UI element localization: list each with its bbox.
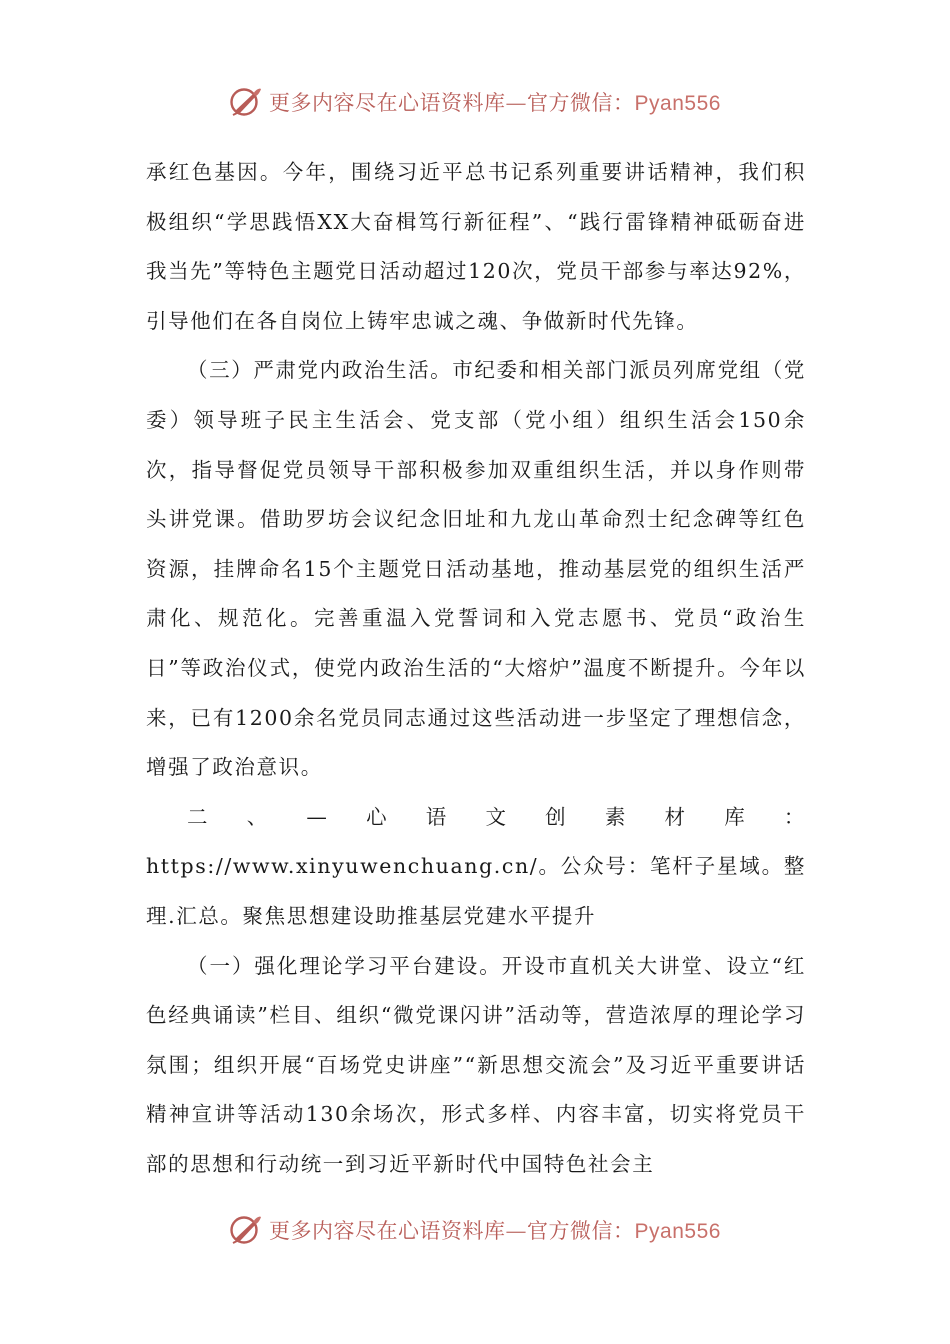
header-banner	[0, 80, 950, 124]
paragraph-section-3: （三）严肃党内政治生活。市纪委和相关部门派员列席党组（党委）领导班子民主生活会、党支部（党小组）组织生活会150余次，指导督促党员领导干部积极参加双重组织生活，并以身作则带头讲党课。借助罗坊会议纪念旧址和九龙山革命烈士纪念碑等红色资源，挂牌命名15个主题党日活动基地，推动基层党的组织生活严肃化、规范化。完善重温入党誓词和入党志愿书、党员“政治生日”等政治仪式，使党内政治生活的“大熔炉”温度不断提升。今年以来，已有1200余名党员同志通过这些活动进一步坚定了理想信念，增强了政治意识。	[146, 358, 806, 780]
quill-seal-icon	[229, 85, 263, 119]
paragraph-continuation: 承红色基因。今年，围绕习近平总书记系列重要讲话精神，我们积极组织“学思践悟XX大奋楫笃行新征程”、“践行雷锋精神砥砺奋进我当先”等特色主题党日活动超过120次，党员干部参与率达92%，引导他们在各自岗位上铸牢忠诚之魂、争做新时代先锋。	[146, 160, 806, 333]
banner-text: 更多内容尽在心语资料库—官方微信：Pyan556	[269, 91, 721, 115]
paragraph-section-1: （一）强化理论学习平台建设。开设市直机关大讲堂、设立“红色经典诵读”栏目、组织“微党课闪讲”活动等，营造浓厚的理论学习氛围；组织开展“百场党史讲座”“新思想交流会”及习近平重要讲话精神宣讲等活动130余场次，形式多样、内容丰富，切实将党员干部的思想和行动统一到习近平新时代中国特色社会主	[146, 953, 806, 1176]
quill-seal-icon	[229, 1213, 263, 1247]
paragraph-heading-2: 二、—心语文创素材库：https://www.xinyuwenchuang.cn/。公众号：笔杆子星域。整理.汇总。聚焦思想建设助推基层党建水平提升	[146, 804, 806, 928]
banner-text: 更多内容尽在心语资料库—官方微信：Pyan556	[269, 1219, 721, 1243]
footer-banner	[0, 1208, 950, 1252]
document-body	[146, 148, 806, 1189]
